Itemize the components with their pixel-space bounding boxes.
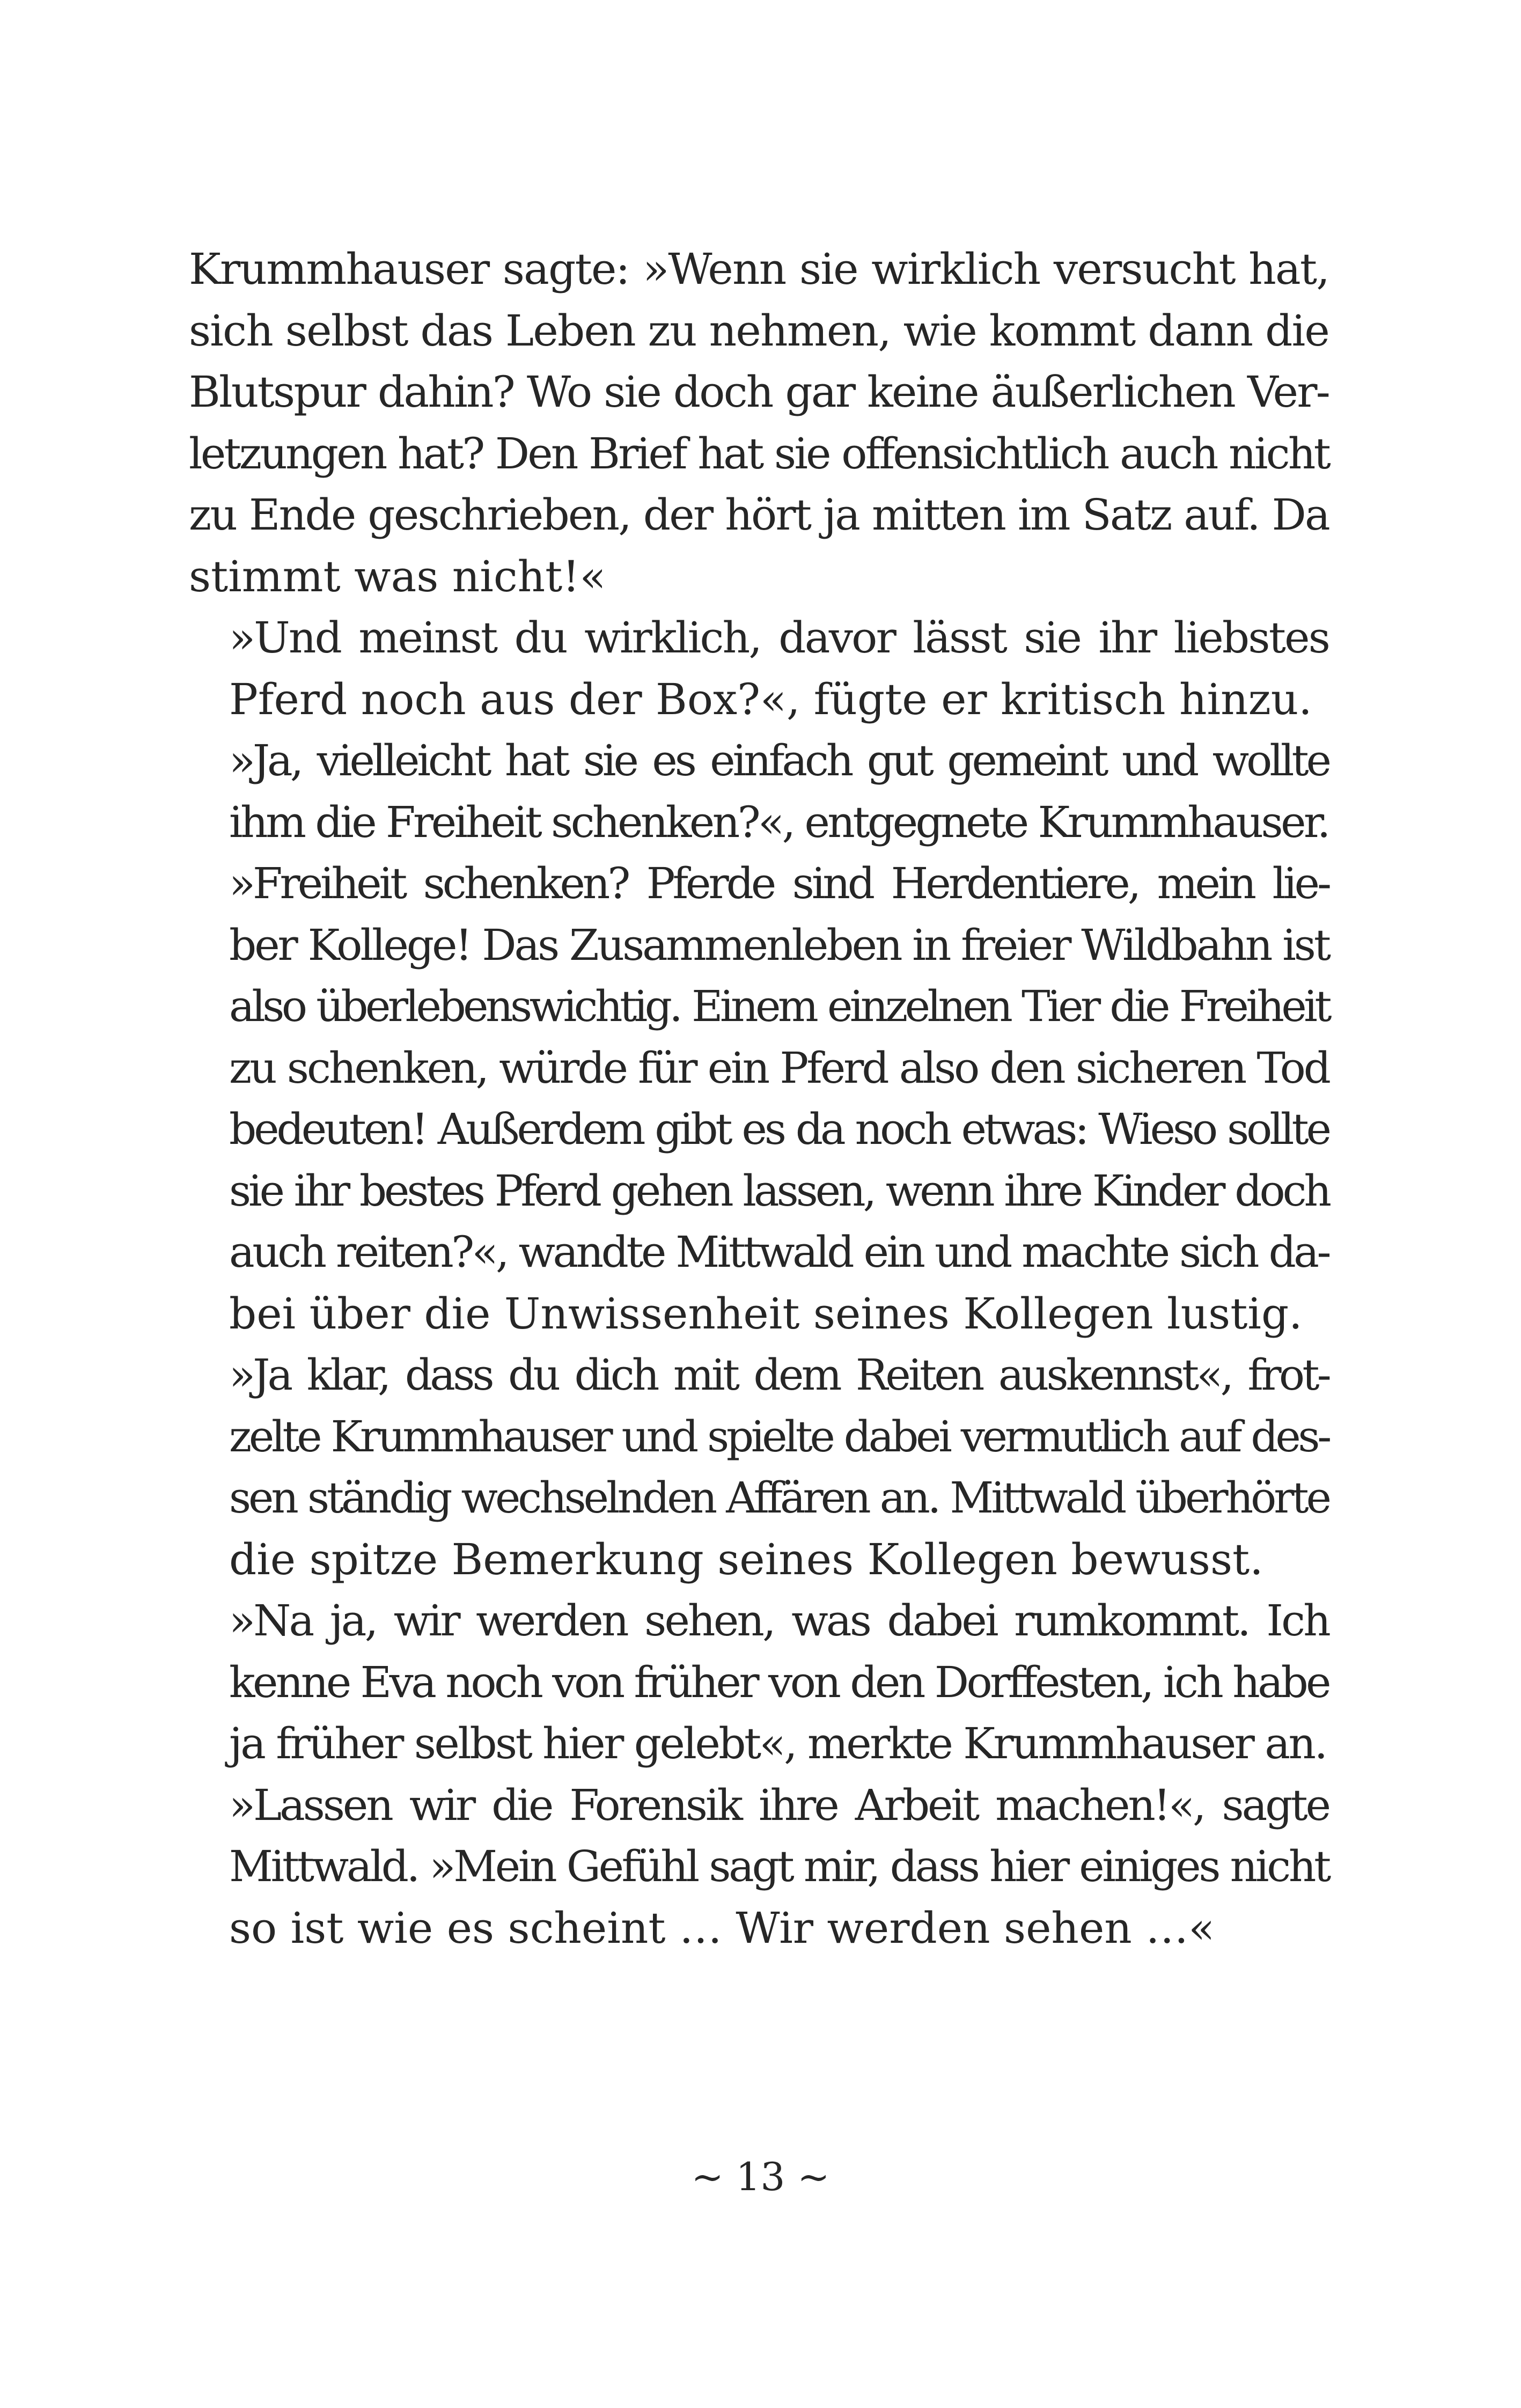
text-line: bei über die Unwissenheit seines Kollegen lustig. [229, 1288, 1303, 1339]
text-line: Pferd noch aus der Box?«, fügte er kritisch hinzu. [229, 674, 1312, 724]
text-line: »Und meinst du wirklich, davor lässt sie ihr liebstes [229, 613, 1329, 663]
text-line: ja früher selbst hier gelebt«, merkte Krummhauser an. [229, 1719, 1326, 1768]
text-line: also überlebenswichtig. Einem einzelnen Tier die Freiheit [229, 981, 1329, 1031]
text-line: »Lassen wir die Forensik ihre Arbeit machen!«, sagte [229, 1780, 1329, 1830]
text-line: stimmt was nicht!« [189, 551, 606, 601]
text-line: letzungen hat? Den Brief hat sie offensichtlich auch nicht [189, 428, 1329, 479]
paragraph [189, 1775, 1329, 1959]
text-line: Mittwald. »Mein Gefühl sagt mir, dass hier einiges nicht [229, 1841, 1329, 1891]
text-line: »Ja klar, dass du dich mit dem Reiten auskennst«, frot- [229, 1350, 1329, 1400]
text-line: kenne Eva noch von früher von den Dorffesten, ich habe [229, 1657, 1329, 1707]
text-line: zu Ende geschrieben, der hört ja mitten im Satz auf. Da [189, 490, 1329, 540]
paragraph [189, 607, 1329, 730]
text-line: so ist wie es scheint … Wir werden sehen …« [229, 1903, 1215, 1953]
text-line: ber Kollege! Das Zusammenleben in freier Wildbahn ist [229, 920, 1329, 970]
text-line: zu schenken, würde für ein Pferd also den sicheren Tod [229, 1043, 1329, 1093]
text-line: »Ja, vielleicht hat sie es einfach gut gemeint und wollte [229, 736, 1329, 785]
text-line: sich selbst das Leben zu nehmen, wie kommt dann die [189, 305, 1329, 356]
text-line: Blutspur dahin? Wo sie doch gar keine äußerlichen Ver- [189, 367, 1329, 417]
paragraph [189, 853, 1329, 1345]
paragraph [189, 239, 1329, 607]
text-line: sen ständig wechselnden Affären an. Mittwald überhörte [229, 1473, 1329, 1523]
text-line: auch reiten?«, wandte Mittwald ein und machte sich da- [229, 1227, 1329, 1277]
text-line: sie ihr bestes Pferd gehen lassen, wenn ihre Kinder doch [229, 1165, 1329, 1216]
text-line: die spitze Bemerkung seines Kollegen bewusst. [229, 1534, 1263, 1584]
text-line: Krummhauser sagte: »Wenn sie wirklich versucht hat, [189, 244, 1329, 294]
page-number: ~ 13 ~ [691, 2154, 830, 2199]
text-line: »Freiheit schenken? Pferde sind Herdentiere, mein lie- [229, 858, 1329, 908]
text-line: ihm die Freiheit schenken?«, entgegnete Krummhauser. [229, 797, 1328, 847]
text-line: zelte Krummhauser und spielte dabei vermutlich auf des- [229, 1411, 1329, 1462]
text-line: bedeuten! Außerdem gibt es da noch etwas: Wieso sollte [229, 1104, 1329, 1154]
body-text [189, 239, 1329, 1959]
paragraph [189, 1590, 1329, 1775]
paragraph [189, 730, 1329, 853]
text-line: »Na ja, wir werden sehen, was dabei rumkommt. Ich [229, 1596, 1329, 1646]
paragraph [189, 1345, 1329, 1590]
